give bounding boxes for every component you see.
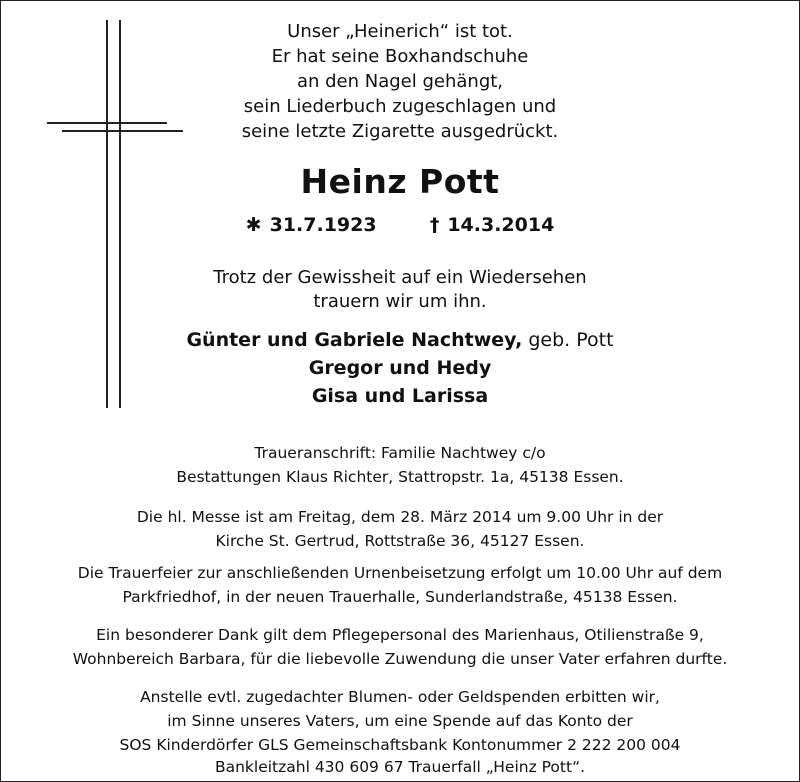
family-line-3: Gisa und Larissa xyxy=(311,385,489,407)
death-dagger-icon: † xyxy=(429,214,440,236)
death-date: 14.3.2014 xyxy=(447,214,555,236)
birth-star-icon: ✱ xyxy=(245,214,262,236)
donation-line-3: SOS Kinderdörfer GLS Gemeinschaftsbank Kontonummer 2 222 200 004 xyxy=(119,736,681,754)
thanks-line-1: Ein besonderer Dank gilt dem Pflegepersonal des Marienhaus, Otilienstraße 9, xyxy=(96,626,704,644)
poem-line-4: sein Liederbuch zugeschlagen und xyxy=(243,96,557,117)
mass-line-1: Die hl. Messe ist am Freitag, dem 28. März 2014 um 9.00 Uhr in der xyxy=(136,508,664,526)
ceremony-line-2: Parkfriedhof, in der neuen Trauerhalle, Sunderlandstraße, 45138 Essen. xyxy=(122,588,678,606)
mass-line-2: Kirche St. Gertrud, Rottstraße 36, 45127 Essen. xyxy=(215,532,585,550)
thanks-line-2: Wohnbereich Barbara, für die liebevolle Zuwendung die unser Vater erfahren durfte. xyxy=(72,650,728,668)
family-maiden-name: geb. Pott xyxy=(522,329,614,351)
donation-line-1: Anstelle evtl. zugedachter Blumen- oder Geldspenden erbitten wir, xyxy=(140,688,660,706)
donation-line-2: im Sinne unseres Vaters, um eine Spende auf das Konto der xyxy=(167,712,633,730)
life-dates xyxy=(0,214,800,236)
poem-line-3: an den Nagel gehängt, xyxy=(296,71,504,92)
family-names-1: Günter und Gabriele Nachtwey, xyxy=(186,329,523,351)
deceased-name: Heinz Pott xyxy=(300,162,500,201)
poem-line-2: Er hat seine Boxhandschuhe xyxy=(271,46,529,67)
poem-line-5: seine letzte Zigarette ausgedrückt. xyxy=(241,121,559,142)
poem-line-1: Unser „Heinerich“ ist tot. xyxy=(287,21,513,42)
family-line-1 xyxy=(0,326,800,354)
donation-line-4: Bankleitzahl 430 609 67 Trauerfall „Heinz Pott“. xyxy=(214,758,586,776)
death-date-group xyxy=(430,214,554,236)
mourning-line-2: trauern wir um ihn. xyxy=(313,291,487,312)
family-line-2: Gregor und Hedy xyxy=(308,357,492,379)
address-line-1: Traueranschrift: Familie Nachtwey c/o xyxy=(254,444,546,462)
ceremony-line-1: Die Trauerfeier zur anschließenden Urnenbeisetzung erfolgt um 10.00 Uhr auf dem xyxy=(77,564,723,582)
birth-date: 31.7.1923 xyxy=(269,214,377,236)
mourning-line-1: Trotz der Gewissheit auf ein Wiedersehen xyxy=(213,267,587,288)
birth-date-group xyxy=(246,214,377,236)
address-line-2: Bestattungen Klaus Richter, Stattropstr. 1a, 45138 Essen. xyxy=(176,468,624,486)
